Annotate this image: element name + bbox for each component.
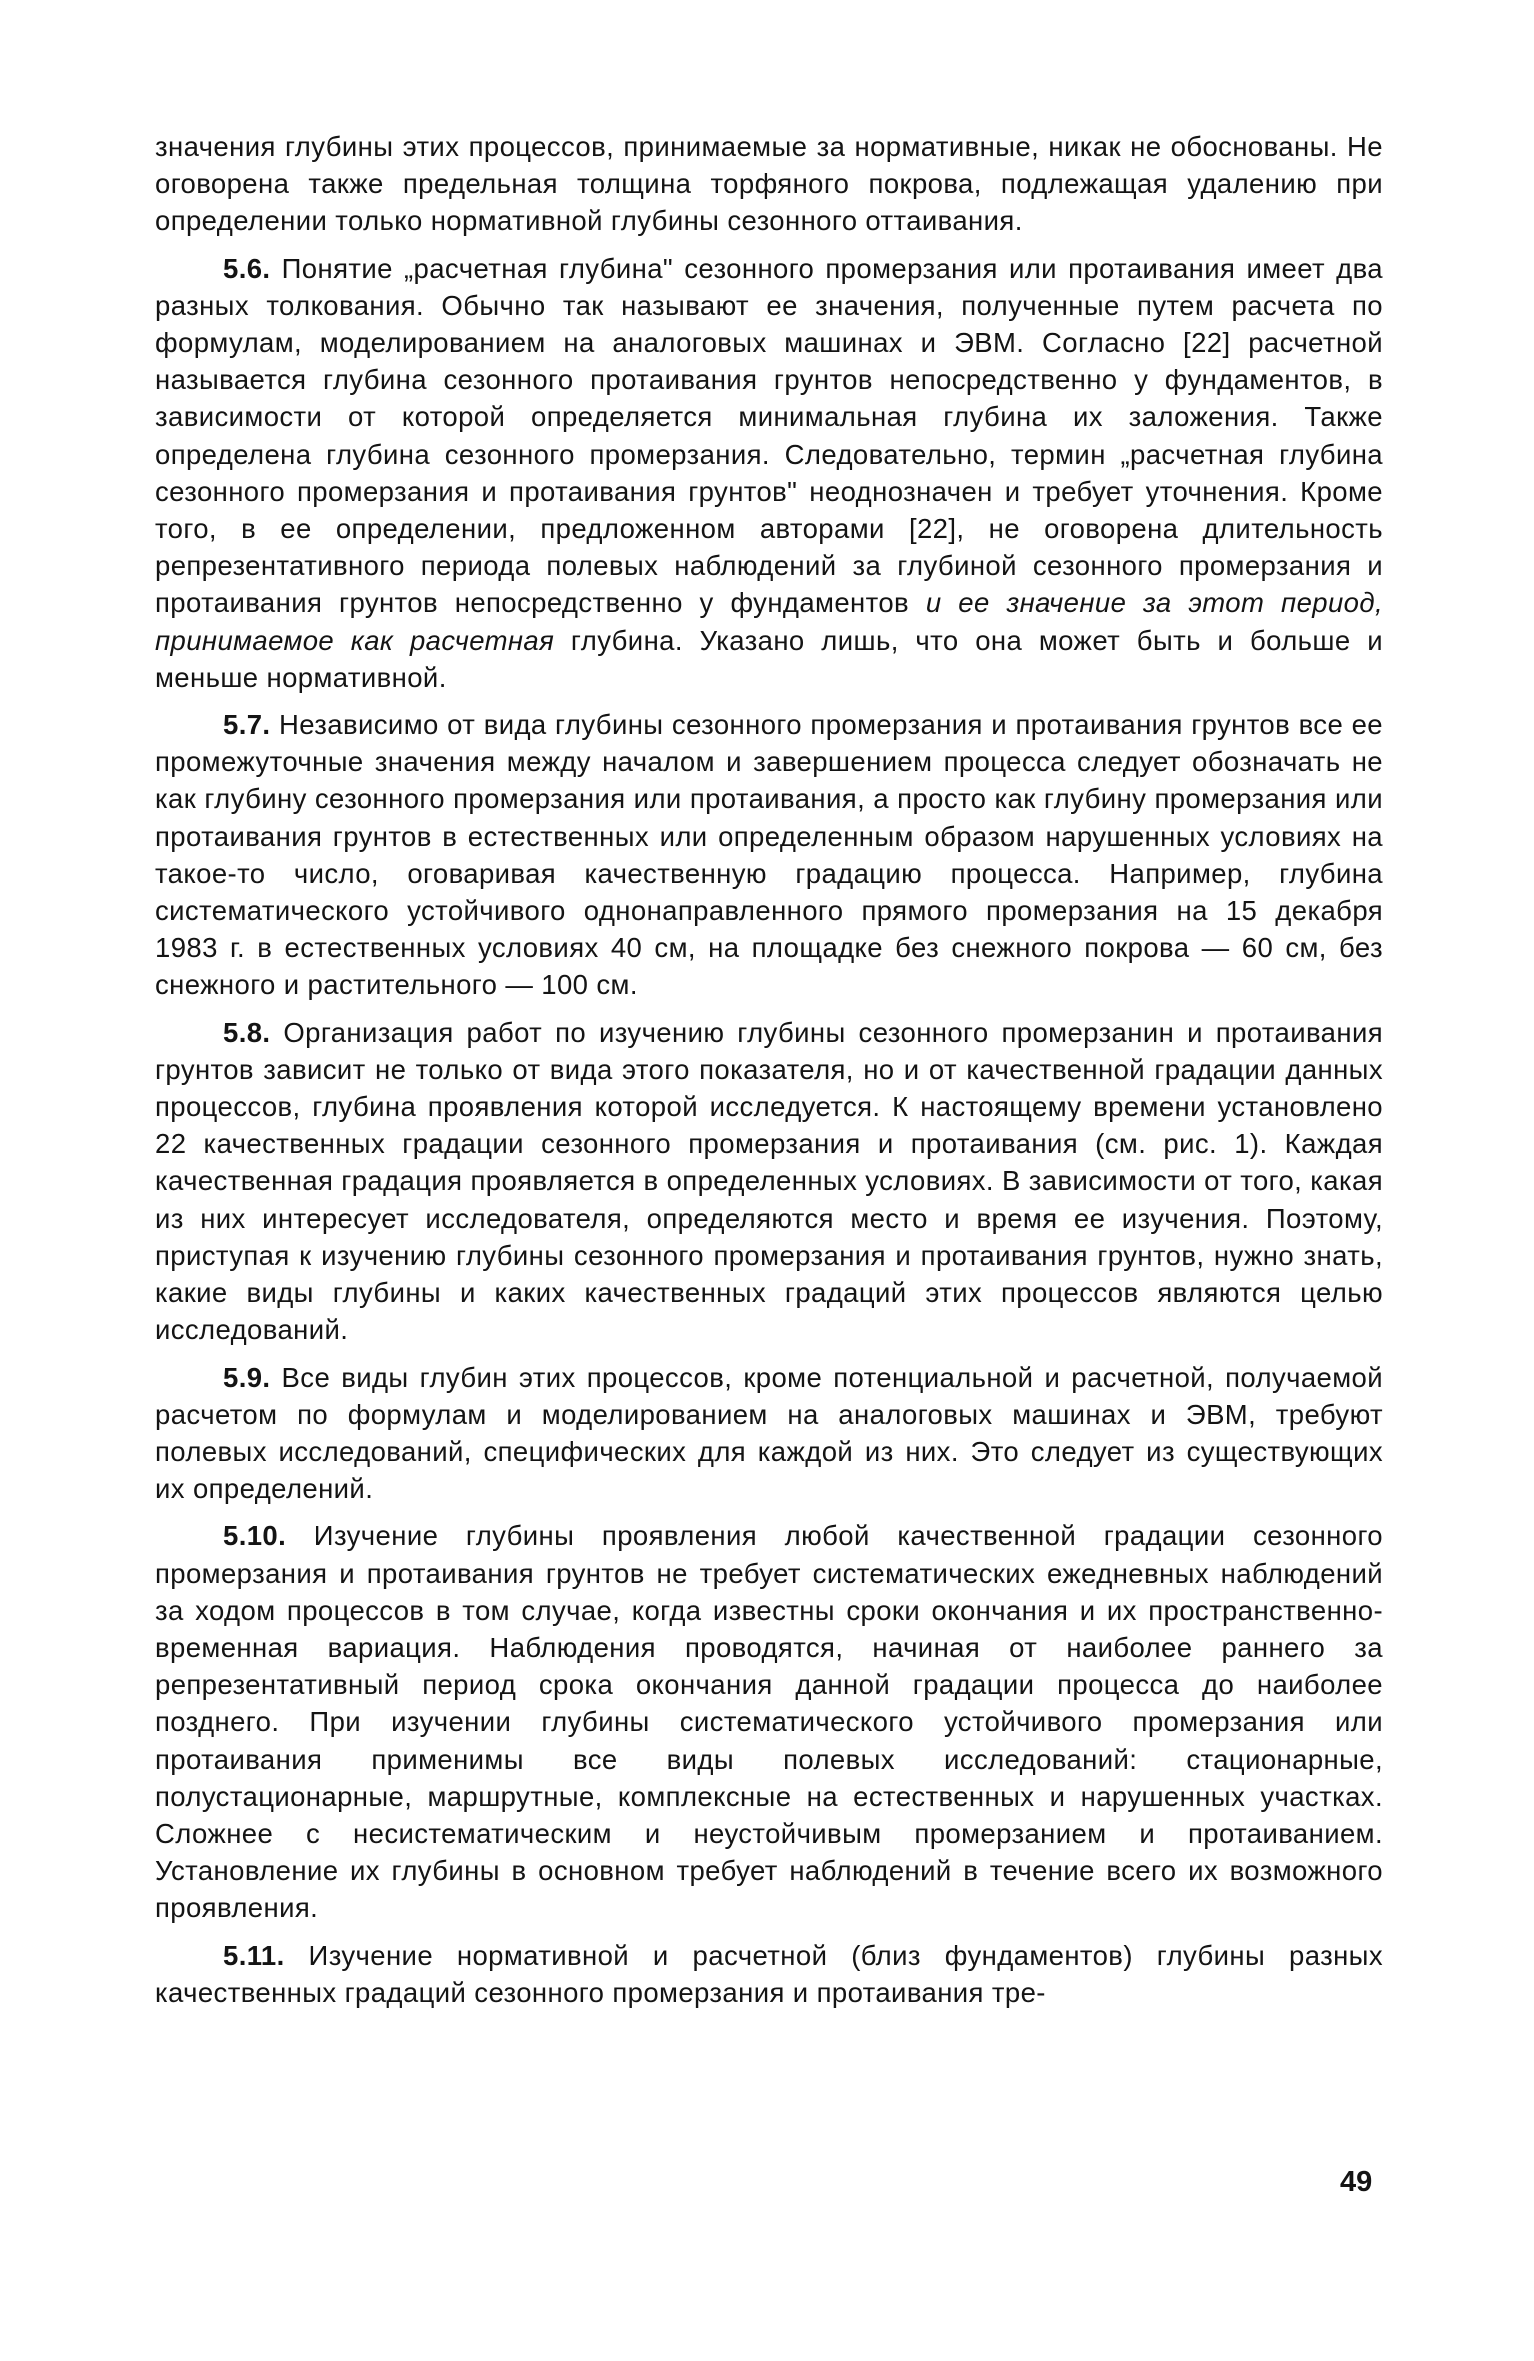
- paragraph-text: Независимо от вида глубины сезонного промерзания и протаивания грунтов все ее промежуточные значения между началом и завершением процесса следует обозначать не как глубину сезонного промерзания или протаивания, а просто как глубину промерзания или протаивания грунтов в естественных или определенным образом нарушенных условиях на такое-то число, оговаривая качественную градацию процесса. Например, глубина систематического устойчивого однонаправленного прямого промерзания на 15 декабря 1983 г. в естественных условиях 40 см, на площадке без снежного покрова — 60 см, без снежного и растительного — 100 см.: [155, 709, 1383, 1001]
- paragraph-text: Изучение нормативной и расчетной (близ фундаментов) глубины разных качественных градаций сезонного промерзания и протаивания тре-: [155, 1939, 1383, 2008]
- paragraph-text: Организация работ по изучению глубины сезонного промерзанин и протаивания грунтов зависит не только от вида этого показателя, но и от качественной градации данных процессов, глубина проявления которой исследуется. К настоящему времени установлено 22 качественных градации сезонного промерзания и протаивания (см. рис. 1). Каждая качественная градация проявляется в определенных условиях. В зависимости от того, какая из них интересует исследователя, определяются место и время ее изучения. Поэтому, приступая к изучению глубины сезонного промерзания и протаивания грунтов, нужно знать, какие виды глубины и каких качественных градаций этих процессов являются целью исследований.: [155, 1016, 1383, 1346]
- paragraph-text: значения глубины этих процессов, принимаемые за нормативные, никак не обоснованы. Не оговорена также предельная толщина торфяного покрова, подлежащая удалению при определении только нормативной глубины сезонного оттаивания.: [155, 131, 1383, 237]
- paragraph-continuation: [155, 128, 1383, 240]
- paragraph-text-after: глубина. Указано лишь, что она может быть и больше и меньше нормативной.: [155, 624, 1383, 693]
- paragraph-5-6: [155, 250, 1383, 696]
- section-number: 5.10.: [223, 1520, 287, 1552]
- section-number: 5.6.: [223, 252, 271, 284]
- paragraph-text: Понятие „расчетная глубина" сезонного промерзания или протаивания имеет два разных толкования. Обычно так называют ее значения, полученные путем расчета по формулам, моделированием на аналоговых машинах и ЭВМ. Согласно [22] расчетной называется глубина сезонного протаивания грунтов непосредственно у фундаментов, в зависимости от которой определяется минимальная глубина их заложения. Также определена глубина сезонного промерзания. Следовательно, термин „расчетная глубина сезонного промерзания и протаивания грунтов" неоднозначен и требует уточнения. Кроме того, в ее определении, предложенном авторами [22], не оговорена длительность репрезентативного периода полевых наблюдений за глубиной сезонного промерзания и протаивания грунтов непосредственно у фундаментов: [155, 252, 1383, 619]
- paragraph-text: Изучение глубины проявления любой качественной градации сезонного промерзания и протаивания грунтов не требует систематических ежедневных наблюдений за ходом процессов в том случае, когда известны сроки окончания и их пространственно-временная вариация. Наблюдения проводятся, начиная от наиболее раннего за репрезентативный период срока окончания данной градации процесса до наиболее позднего. При изучении глубины систематического устойчивого промерзания или протаивания применимы все виды полевых исследований: стационарные, полустационарные, маршрутные, комплексные на естественных и нарушенных участках. Сложнее с несистематическим и неустойчивым промерзанием и протаиванием. Установление их глубины в основном требует наблюдений в течение всего их возможного проявления.: [155, 1520, 1383, 1924]
- paragraph-5-10: [155, 1517, 1383, 1926]
- page-number: 49: [1340, 2166, 1373, 2198]
- paragraph-5-7: [155, 706, 1383, 1004]
- section-number: 5.9.: [223, 1361, 271, 1393]
- document-page: [155, 128, 1383, 2021]
- section-number: 5.11.: [223, 1939, 285, 1971]
- paragraph-5-9: [155, 1359, 1383, 1508]
- section-number: 5.7.: [223, 709, 271, 741]
- paragraph-5-8: [155, 1014, 1383, 1349]
- paragraph-text: Все виды глубин этих процессов, кроме потенциальной и расчетной, получаемой расчетом по формулам и моделированием на аналоговых машинах и ЭВМ, требуют полевых исследований, специфических для каждой из них. Это следует из существующих их определений.: [155, 1361, 1383, 1505]
- paragraph-5-11: [155, 1937, 1383, 2011]
- section-number: 5.8.: [223, 1016, 271, 1048]
- paragraph-italic-text: и ее значение за этот период, принимаемое как расчетная: [155, 587, 1384, 656]
